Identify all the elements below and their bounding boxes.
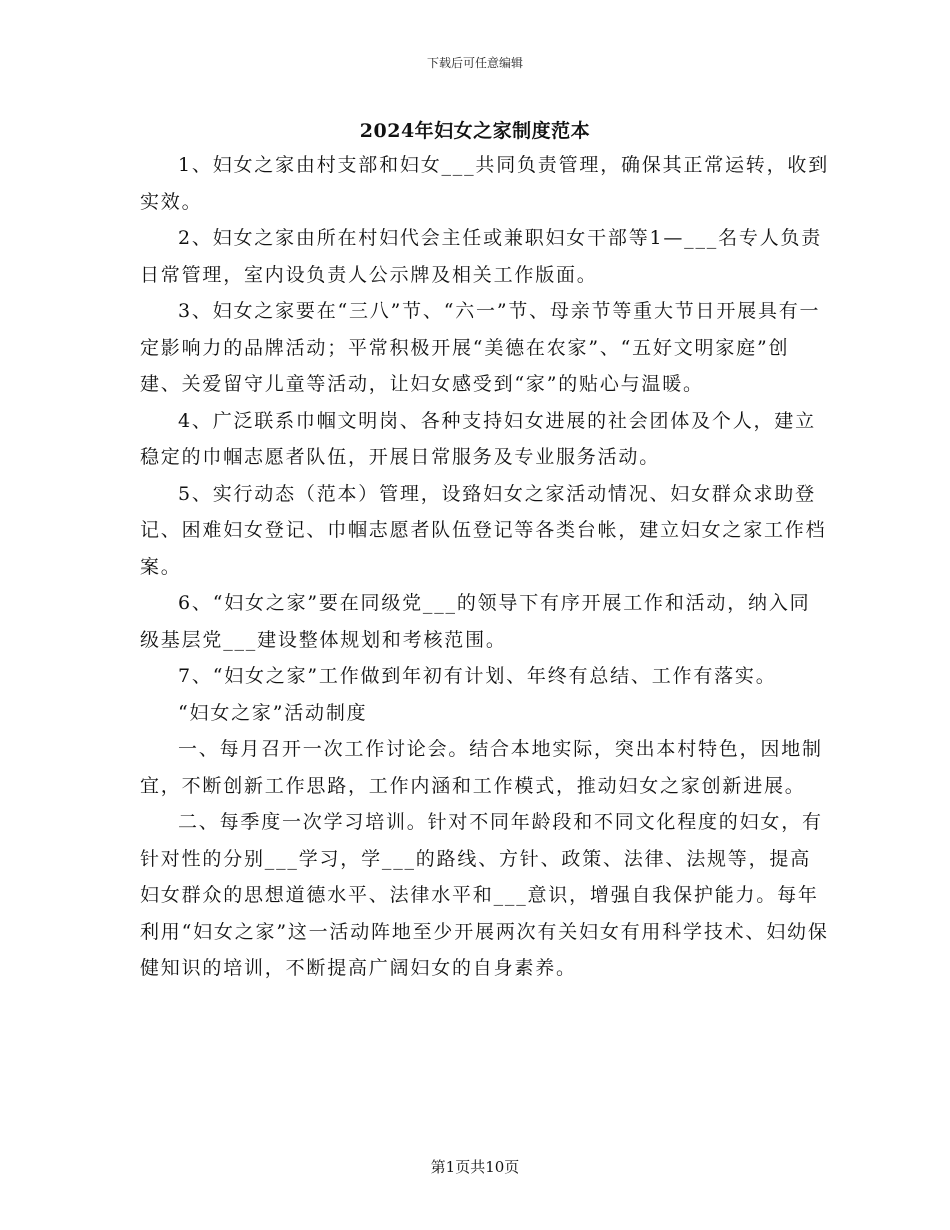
page-number-footer: 第1页共10页 [430, 1158, 520, 1176]
document-body [140, 147, 830, 987]
paragraph-6: 6、“妇女之家”要在同级党___的领导下有序开展工作和活动，纳入同级基层党___建设整体规划和考核范围。 [140, 592, 811, 651]
paragraph-4: 4、广泛联系巾帼文明岗、各种支持妇女进展的社会团体及个人，建立稳定的巾帼志愿者队伍，开展日常服务及专业服务活动。 [140, 409, 816, 468]
paragraph-activity-2: 二、每季度一次学习培训。针对不同年龄段和不同文化程度的妇女，有针对性的分别___学习，学___的路线、方针、政策、法律、法规等，提高妇女群众的思想道德水平、法律水平和___意识，增强自我保护能力。每年利用“妇女之家”这一活动阵地至少开展两次有关妇女有用科学技术、妇幼保健知识的培训，不断提高广阔妇女的自身素养。 [140, 811, 829, 979]
paragraph-2: 2、妇女之家由所在村妇代会主任或兼职妇女干部等1—___名专人负责日常管理，室内设负责人公示牌及相关工作版面。 [140, 227, 823, 286]
paragraph-3: 3、妇女之家要在“三八”节、“六一”节、母亲节等重大节日开展具有一定影响力的品牌活动；平常积极开展“美德在农家”、“五好文明家庭”创建、关爱留守儿童等活动，让妇女感受到“家”的贴心与温暖。 [140, 300, 821, 395]
paragraph-activity-1: 一、每月召开一次工作讨论会。结合本地实际，突出本村特色，因地制宜，不断创新工作思路，工作内涵和工作模式，推动妇女之家创新进展。 [140, 738, 823, 797]
section-heading-activity-system: “妇女之家”活动制度 [178, 701, 368, 724]
header-note: 下载后可任意编辑 [426, 56, 523, 70]
document-title: 2024年妇女之家制度范本 [359, 120, 591, 142]
paragraph-1: 1、妇女之家由村支部和妇女___共同负责管理，确保其正常运转，收到实效。 [140, 154, 829, 213]
paragraph-5: 5、实行动态（范本）管理，设臵妇女之家活动情况、妇女群众求助登记、困难妇女登记、巾帼志愿者队伍登记等各类台帐，建立妇女之家工作档案。 [140, 482, 827, 578]
paragraph-7: 7、“妇女之家”工作做到年初有计划、年终有总结、工作有落实。 [178, 665, 777, 687]
